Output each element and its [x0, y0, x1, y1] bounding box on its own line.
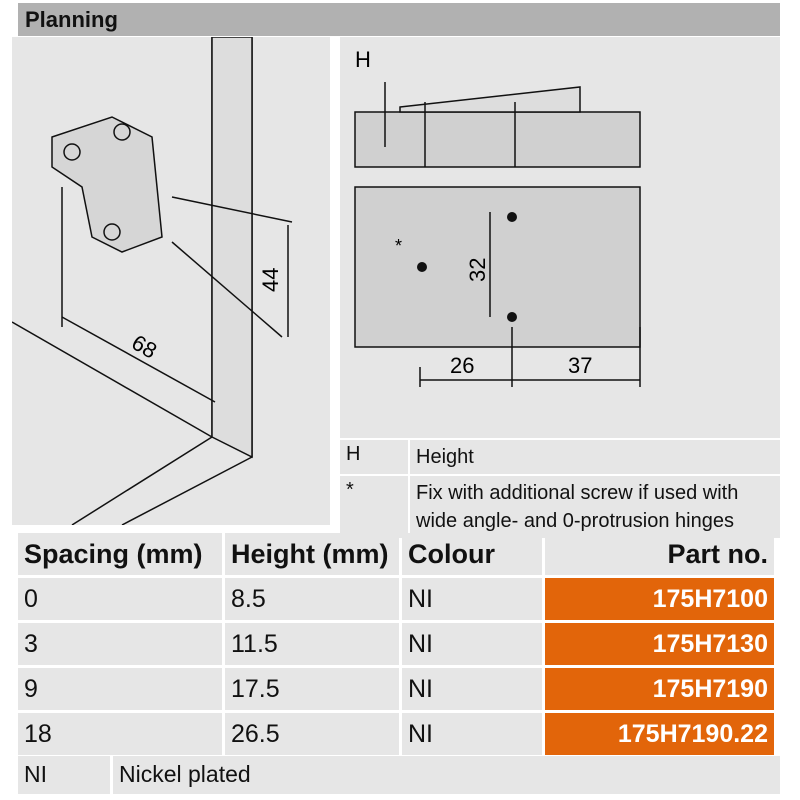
mounting-drawing-left — [12, 37, 330, 525]
mounting-drawing-right — [340, 37, 780, 438]
star-marker: * — [395, 236, 403, 256]
table-row: 0 8.5 NI 175H7100 — [18, 578, 774, 620]
parts-table — [15, 530, 777, 758]
part-number: 175H7130 — [545, 623, 774, 665]
table-row: 9 17.5 NI 175H7190 — [18, 668, 774, 710]
part-number: 175H7100 — [545, 578, 774, 620]
legend-row: * Fix with additional screw if used with wide angle- and 0-protrusion hinges — [340, 476, 780, 538]
dim-vertical-label: 32 — [465, 257, 490, 282]
dim-left-label: 26 — [450, 353, 475, 378]
footer-legend: NI Nickel plated — [18, 756, 780, 794]
height-marker-label: H — [355, 47, 371, 72]
dim-right-label: 37 — [568, 353, 593, 378]
section-title: Planning — [18, 3, 780, 36]
legend — [340, 440, 780, 540]
table-header: Spacing (mm) Height (mm) Colour Part no. — [18, 533, 774, 575]
table-row: 18 26.5 NI 175H7190.22 — [18, 713, 774, 755]
dim-height-label: 44 — [258, 267, 283, 292]
part-number: 175H7190 — [545, 668, 774, 710]
part-number: 175H7190.22 — [545, 713, 774, 755]
legend-row: H Height — [340, 440, 780, 474]
table-row: 3 11.5 NI 175H7130 — [18, 623, 774, 665]
dim-width-label: 68 — [127, 329, 162, 364]
